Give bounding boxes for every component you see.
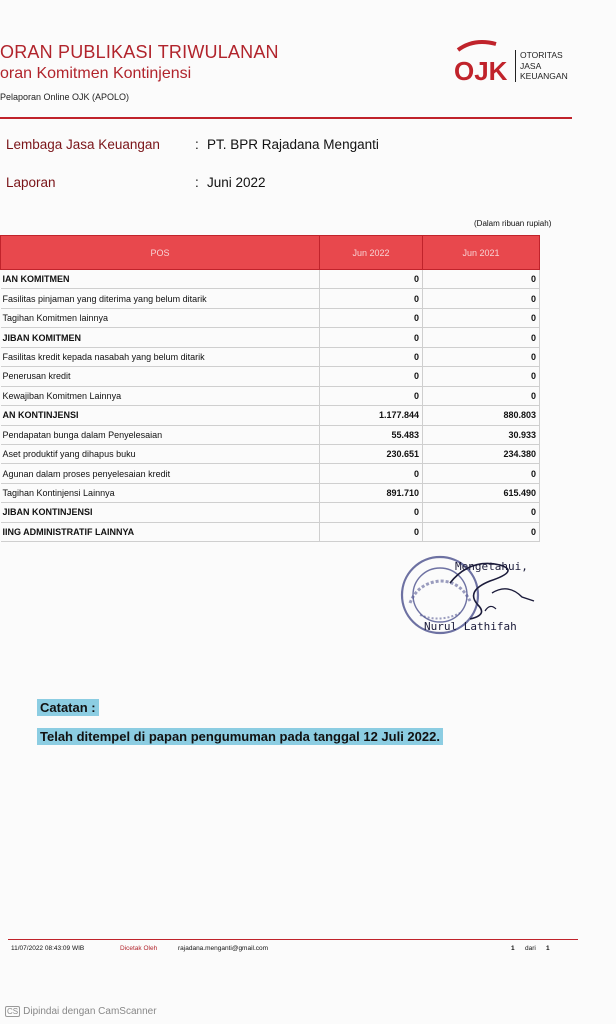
row-jun-2021-cell: 234.380 <box>423 444 540 463</box>
unit-note: (Dalam ribuan rupiah) <box>474 219 552 228</box>
institution-value: PT. BPR Rajadana Menganti <box>207 137 379 152</box>
table-body <box>1 270 540 542</box>
notes-title: Catatan : <box>37 699 99 716</box>
row-pos-cell: Agunan dalam proses penyelesaian kredit <box>1 464 320 483</box>
row-pos-cell: AN KONTINJENSI <box>1 406 320 425</box>
row-jun-2022-cell: 0 <box>320 386 423 405</box>
ojk-logo <box>452 38 582 88</box>
row-jun-2022-cell: 0 <box>320 308 423 327</box>
row-pos-cell: Tagihan Kontinjensi Lainnya <box>1 483 320 502</box>
row-jun-2022-cell: 0 <box>320 464 423 483</box>
signatory-name: Nurul Lathifah <box>424 620 517 633</box>
row-jun-2022-cell: 0 <box>320 347 423 366</box>
row-jun-2022-cell: 0 <box>320 503 423 522</box>
row-jun-2021-cell: 0 <box>423 503 540 522</box>
report-period-value: Juni 2022 <box>207 175 266 190</box>
table-row <box>1 386 540 405</box>
row-jun-2021-cell: 0 <box>423 367 540 386</box>
institution-label: Lembaga Jasa Keuangan <box>6 137 160 152</box>
row-pos-cell: Pendapatan bunga dalam Penyelesaian <box>1 425 320 444</box>
table-row <box>1 308 540 327</box>
row-jun-2022-cell: 0 <box>320 367 423 386</box>
row-jun-2022-cell: 55.483 <box>320 425 423 444</box>
row-pos-cell: IING ADMINISTRATIF LAINNYA <box>1 522 320 541</box>
row-pos-cell: Penerusan kredit <box>1 367 320 386</box>
institution-colon: : <box>195 137 199 152</box>
row-jun-2021-cell: 0 <box>423 270 540 289</box>
logo-text-line3: KEUANGAN <box>520 71 568 81</box>
report-source: Pelaporan Online OJK (APOLO) <box>0 92 130 102</box>
row-jun-2022-cell: 0 <box>320 270 423 289</box>
page-total: 1 <box>546 945 550 952</box>
camscanner-watermark <box>5 1006 157 1017</box>
table-row <box>1 483 540 502</box>
ojk-logo-mark-icon <box>452 38 510 84</box>
table-row <box>1 347 540 366</box>
footer-divider <box>8 939 578 940</box>
header-divider <box>0 117 572 119</box>
table-row <box>1 270 540 289</box>
table-header-row <box>1 236 540 270</box>
row-jun-2021-cell: 0 <box>423 522 540 541</box>
camscanner-text: Dipindai dengan CamScanner <box>23 1006 157 1017</box>
camscanner-icon: CS <box>7 1007 19 1016</box>
row-jun-2021-cell: 0 <box>423 289 540 308</box>
table-row <box>1 503 540 522</box>
table-row <box>1 367 540 386</box>
row-jun-2021-cell: 0 <box>423 308 540 327</box>
row-jun-2021-cell: 30.933 <box>423 425 540 444</box>
logo-text-line2: JASA <box>520 60 542 71</box>
row-pos-cell: Aset produktif yang dihapus buku <box>1 444 320 463</box>
row-pos-cell: JIBAN KOMITMEN <box>1 328 320 347</box>
row-jun-2022-cell: 0 <box>320 289 423 308</box>
printed-by-label: Dicetak Oleh <box>120 945 158 952</box>
row-pos-cell: Kewajiban Komitmen Lainnya <box>1 386 320 405</box>
logo-divider <box>515 50 516 82</box>
report-period-label: Laporan <box>6 175 56 190</box>
row-jun-2022-cell: 230.651 <box>320 444 423 463</box>
report-subtitle: oran Komitmen Kontinjensi <box>0 65 192 82</box>
row-jun-2021-cell: 880.803 <box>423 406 540 425</box>
row-jun-2021-cell: 615.490 <box>423 483 540 502</box>
table-row <box>1 425 540 444</box>
page-current: 1 <box>511 945 515 952</box>
report-period-colon: : <box>195 175 199 190</box>
commitment-contingency-table <box>0 235 540 542</box>
row-pos-cell: JIBAN KONTINJENSI <box>1 503 320 522</box>
table-row <box>1 289 540 308</box>
print-timestamp: 11/07/2022 08:43:09 WIB <box>11 945 85 952</box>
column-header-pos: POS <box>1 236 320 270</box>
row-jun-2022-cell: 0 <box>320 328 423 347</box>
row-jun-2022-cell: 1.177.844 <box>320 406 423 425</box>
row-pos-cell: Tagihan Komitmen lainnya <box>1 308 320 327</box>
row-pos-cell: IAN KOMITMEN <box>1 270 320 289</box>
row-pos-cell: Fasilitas kredit kepada nasabah yang belum ditarik <box>1 347 320 366</box>
table-row <box>1 328 540 347</box>
table-row <box>1 444 540 463</box>
logo-text-line1: OTORITAS <box>520 50 563 60</box>
column-header-jun-2021: Jun 2021 <box>423 236 540 270</box>
row-jun-2022-cell: 891.710 <box>320 483 423 502</box>
row-jun-2021-cell: 0 <box>423 386 540 405</box>
row-jun-2021-cell: 0 <box>423 464 540 483</box>
signature-label: Mengetahui, <box>455 560 528 573</box>
logo-text <box>520 50 568 82</box>
row-pos-cell: Fasilitas pinjaman yang diterima yang belum ditarik <box>1 289 320 308</box>
svg-text:OJK: OJK <box>454 56 508 84</box>
table-row <box>1 406 540 425</box>
row-jun-2022-cell: 0 <box>320 522 423 541</box>
column-header-jun-2022: Jun 2022 <box>320 236 423 270</box>
page-of-label: dari <box>525 945 536 952</box>
row-jun-2021-cell: 0 <box>423 328 540 347</box>
table-row <box>1 522 540 541</box>
report-title: ORAN PUBLIKASI TRIWULANAN <box>0 42 279 62</box>
row-jun-2021-cell: 0 <box>423 347 540 366</box>
notes-text: Telah ditempel di papan pengumuman pada tanggal 12 Juli 2022. <box>37 728 443 745</box>
printed-by-email: rajadana.menganti@gmail.com <box>178 945 269 952</box>
table-row <box>1 464 540 483</box>
